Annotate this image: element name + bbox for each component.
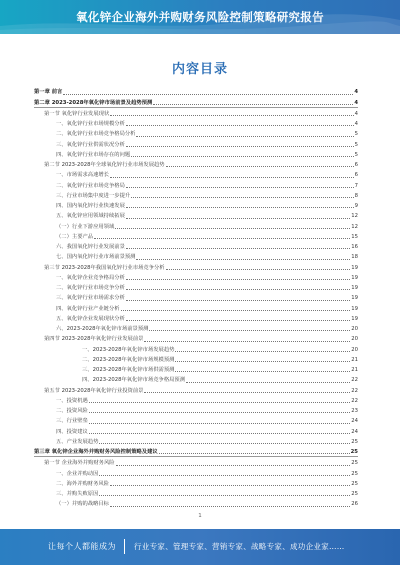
toc-entry-page: 6 [354, 172, 358, 179]
toc-leader-dots [175, 371, 350, 372]
toc-leader-dots [126, 218, 350, 219]
toc-entry-page: 20 [351, 346, 358, 353]
toc-entry-label: 三、行业壁垒 [56, 418, 88, 425]
toc-entry[interactable] [34, 415, 358, 425]
toc-entry-page: 25 [351, 460, 358, 467]
toc-leader-dots [126, 289, 350, 290]
toc-entry[interactable] [34, 323, 358, 333]
toc-entry-page: 20 [351, 326, 358, 332]
toc-entry-page: 4 [354, 99, 358, 106]
toc-leader-dots [126, 300, 350, 301]
toc-entry-label: 二、氧化锌行业市场竞争格局 [56, 182, 125, 189]
toc-entry-label: 第三章 氧化锌企业海外并购财务风险控制策略及建议 [34, 449, 158, 455]
toc-leader-dots [166, 269, 351, 270]
toc-entry[interactable] [34, 436, 358, 446]
toc-entry-label: 第一节 氧化锌行业发展现状 [44, 110, 110, 117]
toc-entry-label: （一）行业下游应用领域 [56, 223, 115, 230]
toc-leader-dots [110, 177, 354, 178]
toc-entry[interactable] [34, 364, 358, 374]
toc-entry[interactable] [34, 333, 358, 343]
toc-entry-page: 7 [354, 182, 358, 189]
footer-tagline: 行业专家、管理专家、营销专家、战略专家、成功企业家…… [134, 542, 345, 551]
footer-separator [124, 539, 125, 554]
toc-leader-dots [63, 94, 353, 95]
toc-entry-label: 三、2023-2028年氧化锌市场供需预测 [82, 367, 175, 373]
toc-leader-dots [144, 341, 350, 342]
toc-entry-label: 七、国内氧化锌行业市场前景预测 [56, 254, 136, 261]
toc-entry-label: 第四节 2023-2028年氧化锌行业发展前景 [44, 336, 144, 343]
toc-leader-dots [131, 197, 353, 198]
toc-entry-page: 25 [351, 491, 358, 497]
toc-entry[interactable] [34, 384, 358, 394]
toc-heading: 内容目录 [171, 62, 228, 77]
toc-entry-label: 五、氧化锌企业发展现状分析 [56, 315, 125, 322]
toc-entry[interactable] [34, 241, 358, 251]
toc-entry-label: 六、我国氧化锌行业发展前景 [56, 244, 125, 250]
toc-entry-page: 22 [351, 377, 358, 384]
toc-leader-dots [126, 125, 354, 126]
toc-entry-label: 五、氧化锌应用领域持续拓展 [56, 213, 125, 220]
toc-leader-dots [166, 166, 354, 167]
toc-entry-page: 21 [351, 367, 358, 373]
toc-leader-dots [89, 402, 350, 403]
toc-entry[interactable] [34, 498, 358, 508]
toc-entry[interactable] [34, 313, 358, 323]
toc-entry-page: 12 [351, 213, 358, 220]
footer-banner [0, 529, 400, 565]
table-of-contents [34, 86, 358, 508]
toc-entry-page: 22 [351, 397, 358, 404]
toc-entry-page: 15 [351, 233, 358, 240]
toc-entry-page: 16 [351, 244, 358, 250]
toc-entry-page: 19 [351, 274, 358, 281]
toc-leader-dots [136, 136, 353, 137]
toc-entry-label: 四、国内氧化锌行业快速发展 [56, 203, 125, 209]
toc-entry-label: 四、氧化锌行业市场存在的问题 [56, 151, 131, 158]
toc-leader-dots [121, 310, 351, 311]
toc-entry-page: 19 [351, 305, 358, 312]
toc-entry[interactable] [34, 190, 358, 200]
toc-entry-page: 12 [351, 223, 358, 230]
toc-leader-dots [99, 495, 350, 496]
toc-entry[interactable] [34, 405, 358, 415]
toc-entry-page: 19 [351, 315, 358, 322]
toc-leader-dots [110, 115, 353, 116]
toc-entry[interactable] [34, 138, 358, 148]
toc-entry[interactable] [34, 231, 358, 241]
toc-leader-dots [115, 228, 350, 229]
toc-entry-label: 二、投资风险 [56, 408, 88, 414]
toc-entry-page: 18 [351, 254, 358, 261]
toc-leader-dots [136, 259, 350, 260]
toc-entry-page: 21 [351, 356, 358, 363]
toc-entry[interactable] [34, 467, 358, 477]
toc-entry-label: 二、氧化锌行业市场竞争分析 [56, 285, 125, 291]
toc-entry[interactable] [34, 220, 358, 230]
toc-entry-label: （二）主要产品 [56, 233, 94, 240]
toc-entry[interactable] [34, 261, 358, 271]
toc-entry-page: 4 [354, 110, 358, 117]
toc-entry-page: 24 [351, 428, 358, 435]
toc-entry-label: 一、氧化锌行业市场规模分析 [56, 121, 125, 127]
toc-entry[interactable] [34, 457, 358, 467]
toc-entry-page: 20 [351, 336, 358, 343]
toc-entry-label: 第二节 2023-2028年全球氧化锌行业市场发展趋势 [44, 162, 165, 168]
toc-entry[interactable] [34, 200, 358, 210]
toc-entry-page: 19 [351, 295, 358, 302]
toc-entry[interactable] [34, 425, 358, 435]
toc-entry[interactable] [34, 96, 358, 107]
toc-leader-dots [175, 351, 350, 352]
toc-entry-page: 25 [351, 470, 358, 477]
toc-entry-page: 6 [354, 162, 358, 168]
toc-entry-label: 三、并购失败原因 [56, 491, 99, 497]
toc-leader-dots [99, 475, 350, 476]
toc-entry[interactable] [34, 210, 358, 220]
toc-entry-label: 三、氧化锌行业市场需求分析 [56, 295, 125, 302]
toc-entry-label: （一）并购的战略目标 [56, 501, 109, 508]
toc-entry-label: 一、2023-2028年氧化锌市场发展趋势 [82, 346, 175, 353]
toc-leader-dots [126, 207, 354, 208]
toc-entry[interactable] [34, 395, 358, 405]
toc-entry[interactable] [34, 272, 358, 282]
toc-entry-page: 25 [350, 449, 358, 455]
toc-entry[interactable] [34, 302, 358, 312]
toc-leader-dots [126, 187, 354, 188]
toc-entry-page: 4 [354, 89, 358, 96]
toc-entry[interactable] [34, 374, 358, 384]
toc-entry[interactable] [34, 343, 358, 353]
toc-entry-label: 第二章 2023-2028年氧化锌市场前景及趋势预测 [34, 99, 153, 106]
toc-entry-page: 9 [354, 203, 358, 209]
toc-entry-label: 六、2023-2028年氧化锌市场前景预测 [56, 326, 149, 332]
toc-entry-page: 23 [351, 408, 358, 414]
toc-leader-dots [89, 412, 350, 413]
toc-leader-dots [159, 453, 350, 454]
toc-entry-label: 三、氧化锌行业供需状况分析 [56, 141, 125, 148]
toc-leader-dots [144, 392, 350, 393]
toc-leader-dots [89, 423, 350, 424]
toc-entry[interactable] [34, 159, 358, 169]
toc-entry-label: 四、2023-2028年氧化锌市场竞争格局预测 [82, 377, 186, 384]
toc-entry-label: 第一节 企业海外并购财务风险 [44, 460, 115, 467]
toc-entry-page: 4 [354, 121, 358, 127]
toc-entry-page: 22 [351, 387, 358, 394]
toc-entry-page: 25 [351, 438, 358, 445]
toc-entry[interactable] [34, 251, 358, 261]
toc-leader-dots [186, 382, 350, 383]
toc-entry-page: 8 [354, 192, 358, 199]
toc-leader-dots [131, 156, 353, 157]
toc-entry[interactable] [34, 118, 358, 128]
toc-entry-page: 26 [351, 501, 358, 508]
toc-entry[interactable] [34, 86, 358, 96]
toc-entry[interactable] [34, 128, 358, 138]
toc-entry-label: 四、氧化锌行业产业链分析 [56, 305, 120, 312]
toc-entry[interactable] [34, 488, 358, 498]
toc-entry-label: 二、2023-2028年氧化锌市场规模预测 [82, 356, 175, 363]
toc-entry[interactable] [34, 282, 358, 292]
toc-entry-page: 5 [354, 151, 358, 158]
toc-leader-dots [110, 485, 350, 486]
toc-entry-page: 24 [351, 418, 358, 425]
toc-entry-label: 四、投资建议 [56, 428, 88, 435]
toc-leader-dots [126, 248, 350, 249]
toc-leader-dots [126, 320, 350, 321]
toc-entry-label: 第一章 前言 [34, 89, 63, 96]
toc-leader-dots [116, 465, 351, 466]
toc-entry-page: 5 [354, 131, 358, 138]
toc-leader-dots [89, 433, 350, 434]
toc-entry-label: 一、企业并购动因 [56, 470, 99, 477]
toc-leader-dots [126, 279, 350, 280]
toc-entry[interactable] [34, 446, 358, 457]
page-number: 1 [198, 513, 202, 519]
toc-entry-label: 一、市场需求高速增长 [56, 172, 109, 179]
toc-entry-label: 二、氧化锌行业市场竞争格局分析 [56, 131, 136, 138]
toc-leader-dots [175, 361, 350, 362]
toc-entry[interactable] [34, 478, 358, 488]
toc-leader-dots [99, 443, 350, 444]
toc-entry-label: 第五节 2023-2028年氧化锌行业投资前景 [44, 387, 144, 394]
toc-leader-dots [149, 330, 350, 331]
toc-leader-dots [126, 146, 354, 147]
toc-entry[interactable] [34, 169, 358, 179]
toc-entry-page: 25 [351, 480, 358, 487]
toc-entry-page: 19 [351, 264, 358, 271]
toc-entry[interactable] [34, 292, 358, 302]
report-header-banner [0, 0, 400, 34]
footer-slogan: 让每个人都能成为 [48, 542, 116, 551]
toc-entry-label: 第三节 2023-2028年我国氧化锌行业市场竞争分析 [44, 264, 165, 271]
toc-entry-label: 二、海外并购财务风险 [56, 480, 109, 487]
toc-leader-dots [110, 506, 350, 507]
toc-entry[interactable] [34, 108, 358, 118]
toc-entry[interactable] [34, 149, 358, 159]
toc-entry-label: 三、行业市场集中度进一步提升 [56, 192, 131, 199]
toc-entry-page: 5 [354, 141, 358, 148]
toc-leader-dots [94, 238, 350, 239]
toc-entry[interactable] [34, 179, 358, 189]
report-title: 氧化锌企业海外并购财务风险控制策略研究报告 [76, 10, 324, 24]
toc-entry-label: 五、产业发展趋势 [56, 438, 99, 445]
toc-entry-page: 19 [351, 285, 358, 291]
toc-entry[interactable] [34, 354, 358, 364]
toc-leader-dots [153, 104, 353, 105]
toc-entry-label: 一、投资机遇 [56, 397, 88, 404]
toc-entry-label: 一、氧化锌企业竞争格局分析 [56, 274, 125, 281]
